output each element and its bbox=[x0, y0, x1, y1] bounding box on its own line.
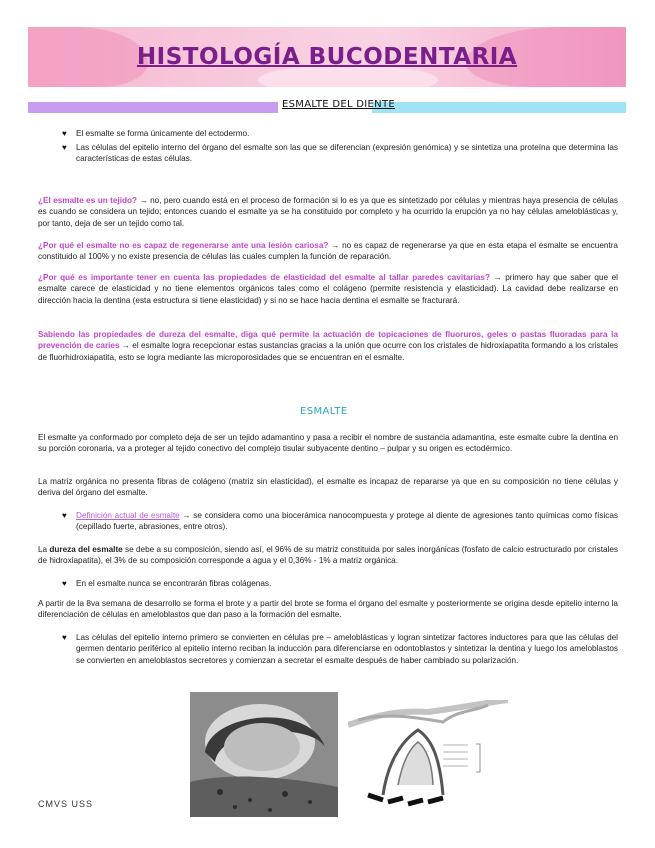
definition-bullet: ♥ Definición actual de esmalte → se considera como una biocerámica nanocompuesta y protege al diente de agresiones tanto químicas como físicas (cepillado fuerte, abrasiones, entre otros). bbox=[62, 511, 618, 532]
question-text: Sabiendo las propiedades de dureza del esmalte, diga qué permite la actuación de topicaciones de fluoruros, geles o pastas fluoradas para la prevención de caries bbox=[38, 330, 618, 351]
answer-text: → el esmalte logra recepcionar estas sustancias gracias a la unión que ocurre con los cristales de hidroxiapatita formando a los cristales de fluorhidroxiapatita, esto se logra mediante las microporosidades que se encuentran en el esmalte. bbox=[38, 341, 618, 362]
heart-bullet-icon: ♥ bbox=[62, 129, 67, 138]
section-bar-left bbox=[28, 102, 278, 113]
answer-text: → primero hay que saber que el esmalte carece de elasticidad y no tiene elementos orgánicos tales como el colágeno (permite resistencia y elasticidad). La cavidad debe realizarse en dirección hacia la dentina (esta estructura si tiene elasticidad) y si no se hace hacia dentina el esmalte se fracturará. bbox=[38, 273, 618, 305]
tooth-germ-diagram-image bbox=[348, 700, 508, 810]
heart-bullet-icon: ♥ bbox=[62, 511, 67, 520]
heart-bullet-icon: ♥ bbox=[62, 633, 67, 642]
question-text: ¿El esmalte es un tejido? bbox=[38, 196, 137, 205]
qa-block-2 bbox=[38, 240, 618, 263]
paragraph-2: La matriz orgánica no presenta fibras de colágeno (matriz sin elasticidad), el esmalte es incapaz de repararse ya que en su composición no tiene células y deriva del órgano del esmalte. bbox=[38, 477, 618, 498]
subtitle-esmalte: ESMALTE bbox=[300, 406, 348, 417]
definition-link[interactable]: Definición actual de esmalte bbox=[76, 511, 180, 520]
question-text: ¿Por qué el esmalte no es capaz de regenerarse ante una lesión cariosa? bbox=[38, 241, 329, 250]
footer-label: CMVS USS bbox=[38, 799, 94, 809]
paragraph-1: El esmalte ya conformado por completo deja de ser un tejido adamantino y pasa a recibir el nombre de sustancia adamantina, este esmalte cubre la dentina en su porción coronaria, va a proteger al tejido conectivo del complejo tisular subyacente dentino – pulpar y su origen es ectodérmico. bbox=[38, 433, 618, 454]
histology-micrograph-image bbox=[190, 692, 338, 817]
qa-block-3 bbox=[38, 272, 618, 306]
qa-block-4 bbox=[38, 329, 618, 363]
intro-bullet-2: ♥ Las células del epitelio interno del órgano del esmalte son las que se diferencian (expresión genómica) y se sintetiza una proteína que determina las características de estas células. bbox=[62, 143, 618, 164]
page-title: HISTOLOGÍA BUCODENTARIA bbox=[136, 44, 518, 70]
fibras-bullet: ♥ En el esmalte nunca se encontrarán fibras colágenas. bbox=[62, 579, 272, 588]
intro-bullet-1: ♥ El esmalte se forma únicamente del ectodermo. bbox=[62, 129, 250, 138]
paragraph-4: A partir de la 8va semana de desarrollo se forma el brote y a partir del brote se forma el órgano del esmalte y posteriormente se origina desde epitelio interno la diferenciación de células en ameloblastos que dan paso a la formación del esmalte. bbox=[38, 599, 618, 620]
heart-bullet-icon: ♥ bbox=[62, 143, 67, 152]
answer-text: → no, pero cuando está en el proceso de formación si lo es ya que es sintetizado por células y mientras haya presencia de células es cuando se considera un tejido; entonces cuando el esmalte ya se ha constituido por completo y ha ocurrido la erupción ya no hay células ameloblásticas y, por tanto, deja de ser un tejido como tal. bbox=[38, 196, 618, 228]
answer-text: → no es capaz de regenerarse ya que en esta etapa el esmalte se encuentra constituido al 100% y no existe presencia de células las cuales cumplen la función de reparación. bbox=[38, 241, 618, 262]
section-title: ESMALTE DEL DIENTE bbox=[282, 99, 395, 110]
paragraph-3: La dureza del esmalte se debe a su composición, siendo así, el 96% de su matriz constituida por sales inorgánicas (fosfato de calcio estructurado por cristales de hidroxiapatita), el 3% de su composición corresponde a agua y el 0,36% - 1% a matriz orgánica. bbox=[38, 545, 619, 566]
qa-block-1 bbox=[38, 195, 618, 229]
heart-bullet-icon: ♥ bbox=[62, 579, 67, 588]
question-text: ¿Por qué es importante tener en cuenta las propiedades de elasticidad del esmalte al tallar paredes cavitarias? bbox=[38, 273, 490, 282]
section-bar-right bbox=[372, 102, 626, 113]
epitelio-bullet: ♥ Las células del epitelio interno primero se convierten en células pre – ameloblásticas y logran sintetizar factores inductores para que las células del germen dentario periférico al epitelio interno reciban la inducción para diferenciarse en odontoblastos y sintetizar la dentina y luego los ameloblastos se convierten en ameloblastos secretores y comienzan a secretar el esmalte después de haber cambiado su polarización. bbox=[62, 633, 618, 665]
